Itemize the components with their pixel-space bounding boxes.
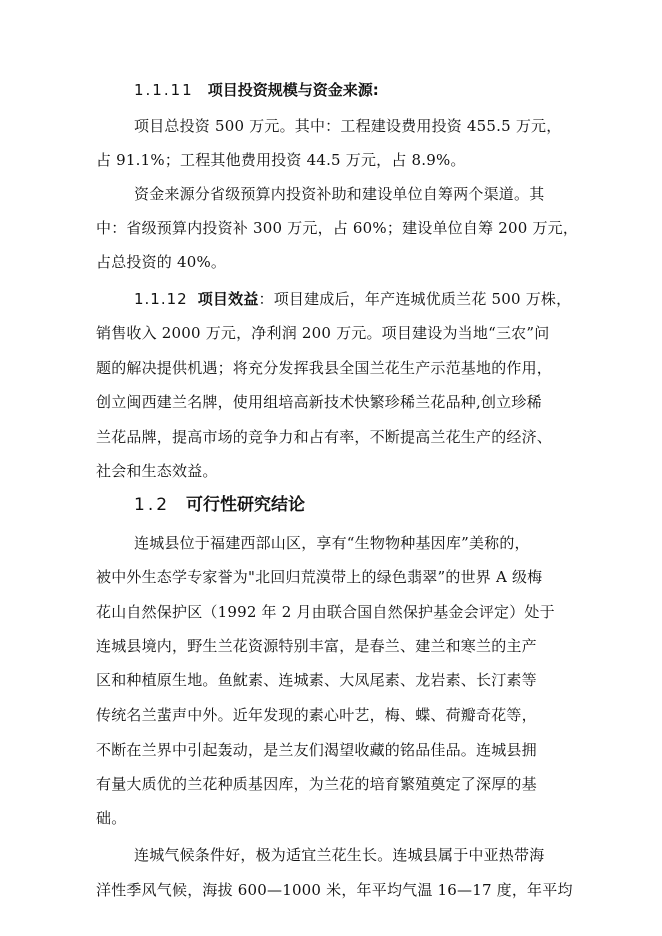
paragraph-line: 兰花品牌，提高市场的竞争力和占有率，不断提高兰花生产的经济、 — [96, 428, 553, 446]
section-number: 1.2 — [134, 495, 171, 515]
paragraph-line: 连城县位于福建西部山区，享有“生物物种基因库”美称的， — [134, 534, 530, 552]
section-title: 项目效益 — [197, 290, 259, 308]
paragraph-line: 资金来源分省级预算内投资补助和建设单位自筹两个渠道。其 — [134, 185, 545, 203]
paragraph-line: 项目总投资 500 万元。其中：工程建设费用投资 455.5 万元， — [134, 117, 562, 135]
section-title: 可行性研究结论 — [186, 495, 306, 515]
section-number: 1.1.11 — [134, 81, 194, 99]
paragraph-line: 创立闽西建兰名牌，使用组培高新技术快繁珍稀兰花品种,创立珍稀 — [96, 393, 542, 411]
section-number: 1.1.12 — [134, 290, 188, 308]
paragraph-line: 有量大质优的兰花种质基因库，为兰花的培育繁殖奠定了深厚的基 — [96, 775, 537, 793]
paragraph-line: 题的解决提供机遇；将充分发挥我县全国兰花生产示范基地的作用， — [96, 359, 553, 377]
paragraph-line: 础。 — [96, 809, 127, 827]
paragraph-line: 花山自然保护区（1992 年 2 月由联合国自然保护基金会评定）处于 — [96, 603, 555, 621]
paragraph-line: 占总投资的 40%。 — [96, 253, 227, 271]
paragraph-line: 传统名兰蜚声中外。近年发现的素心叶艺，梅、蝶、荷瓣奇花等， — [96, 706, 537, 724]
paragraph-line: 销售收入 2000 万元，净利润 200 万元。项目建设为当地“三农”问 — [96, 324, 550, 342]
paragraph-line: 区和种植原生地。鱼魫素、连城素、大凤尾素、龙岩素、长汀素等 — [96, 671, 537, 689]
paragraph-line: 洋性季风气候，海拔 600—1000 米，年平均气温 16—17 度，年平均 — [96, 881, 573, 899]
section-heading-1-2 — [134, 495, 305, 515]
paragraph-line: 中：省级预算内投资补 300 万元，占 60%；建设单位自筹 200 万元， — [96, 219, 579, 237]
paragraph-line: 连城气候条件好，极为适宜兰花生长。连城县属于中亚热带海 — [134, 846, 545, 864]
paragraph-line: 社会和生态效益。 — [96, 462, 218, 480]
section-title: 项目投资规模与资金来源: — [207, 81, 379, 99]
paragraph-line: 占 91.1%；工程其他费用投资 44.5 万元，占 8.9%。 — [96, 151, 466, 169]
paragraph-line: 不断在兰界中引起轰动，是兰友们渴望收藏的铭品佳品。连城县拥 — [96, 741, 537, 759]
paragraph-line: 被中外生态学专家誉为"北回归荒漠带上的绿色翡翠”的世界 A 级梅 — [96, 568, 543, 586]
paragraph-text: ：项目建成后，年产连城优质兰花 500 万株， — [258, 290, 572, 308]
paragraph-line: 连城县境内，野生兰花资源特别丰富，是春兰、建兰和寒兰的主产 — [96, 637, 537, 655]
section-heading-1-1-12 — [134, 289, 571, 309]
section-heading-1-1-11 — [134, 80, 379, 100]
